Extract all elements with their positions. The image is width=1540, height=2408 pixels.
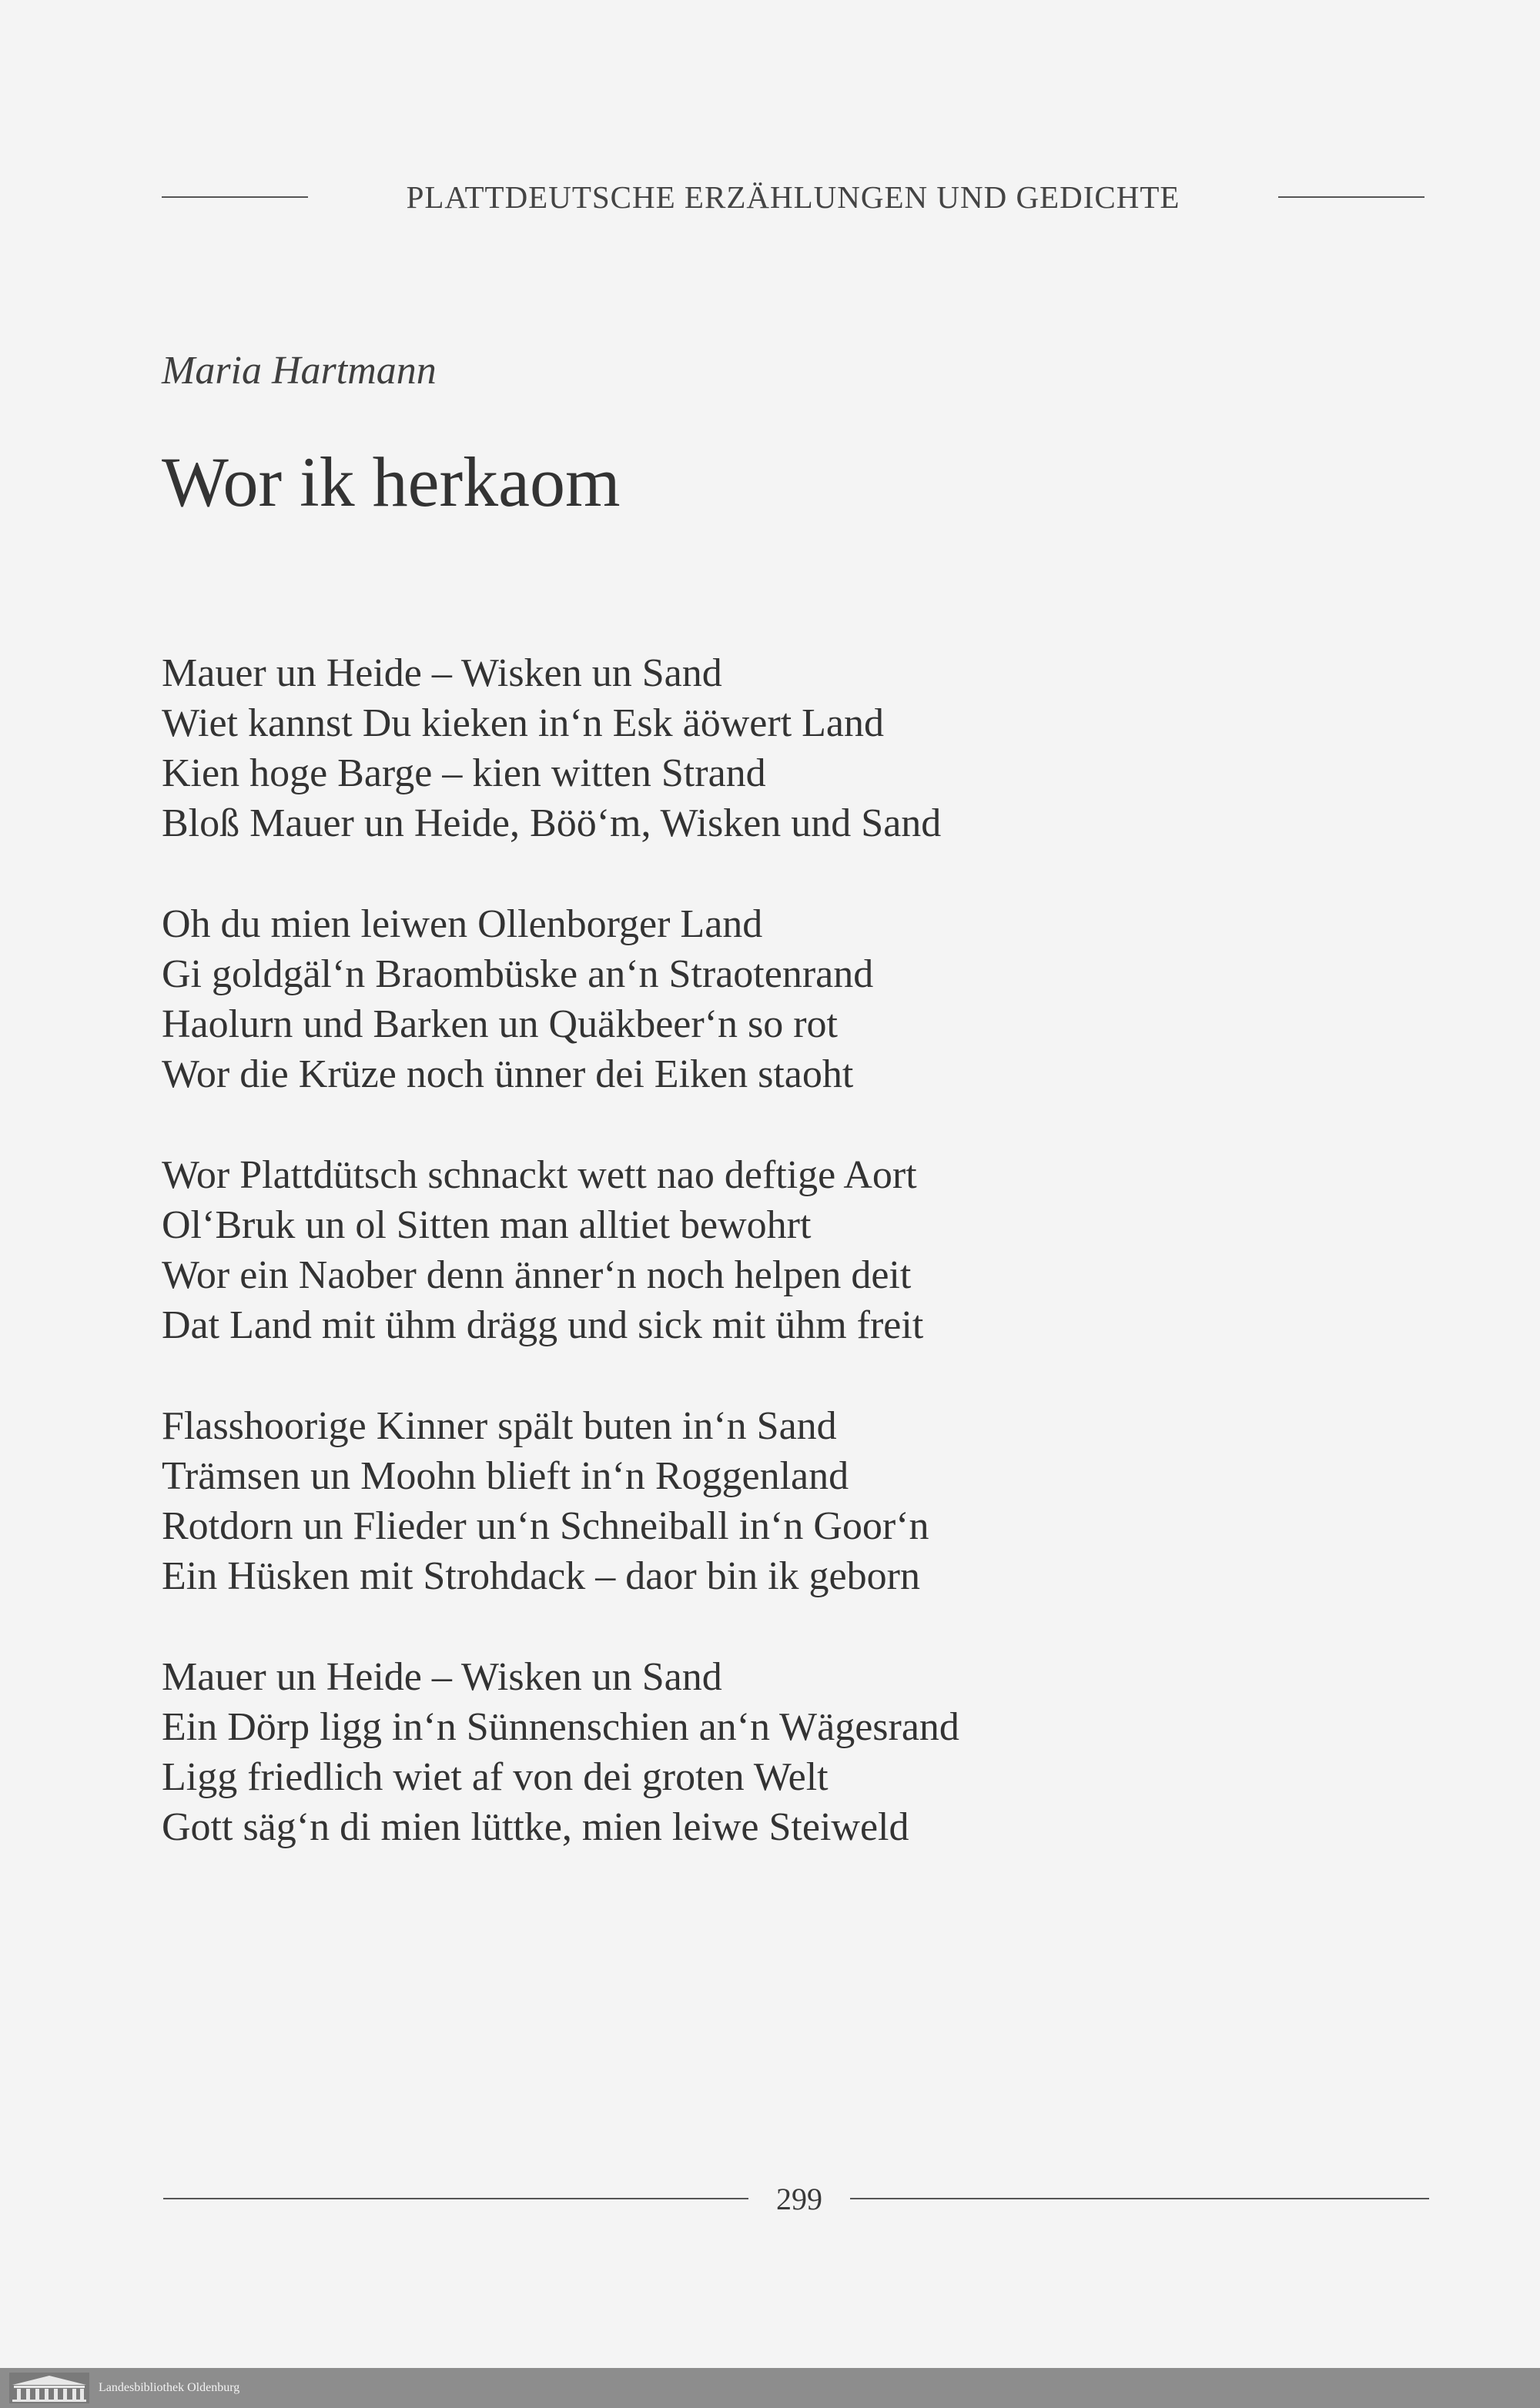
running-header <box>162 176 1424 219</box>
stanza-3 <box>162 1150 1394 1350</box>
page-footer <box>163 2176 1429 2222</box>
poem-line: Wiet kannst Du kieken in‘n Esk äöwert Land <box>162 701 884 745</box>
header-rule-left <box>162 196 308 198</box>
poem-line: Ligg friedlich wiet af von dei groten Welt <box>162 1755 829 1799</box>
stanza-2 <box>162 899 1394 1099</box>
page-number: 299 <box>776 2181 822 2216</box>
poem-line: Kien hoge Barge – kien witten Strand <box>162 751 766 795</box>
poem-line: Ein Dörp ligg in‘n Sünnenschien an‘n Wägesrand <box>162 1705 959 1749</box>
stanza-4 <box>162 1401 1394 1601</box>
library-name: Landesbibliothek Oldenburg <box>99 2381 240 2394</box>
poem-line: Wor Plattdütsch schnackt wett nao deftige Aort <box>162 1153 917 1197</box>
poem-body <box>162 648 1394 1903</box>
poem-line: Gi goldgäl‘n Braombüske an‘n Straotenrand <box>162 952 874 996</box>
running-title: PLATTDEUTSCHE ERZÄHLUNGEN UND GEDICHTE <box>406 179 1180 215</box>
poem-line: Bloß Mauer un Heide, Böö‘m, Wisken und Sand <box>162 801 942 845</box>
poem-line: Ol‘Bruk un ol Sitten man alltiet bewohrt <box>162 1203 812 1247</box>
library-building-icon <box>9 2373 89 2403</box>
poem-line: Wor die Krüze noch ünner dei Eiken staoht <box>162 1052 854 1096</box>
stanza-1 <box>162 648 1394 848</box>
poem-line: Mauer un Heide – Wisken un Sand <box>162 1655 722 1699</box>
library-bar <box>0 2368 1540 2408</box>
poem-line: Flasshoorige Kinner spält buten in‘n Sand <box>162 1404 837 1448</box>
poem-line: Oh du mien leiwen Ollenborger Land <box>162 902 763 946</box>
poem-title: Wor ik herkaom <box>162 443 621 521</box>
footer-rule-left <box>163 2198 748 2199</box>
footer-rule-right <box>850 2198 1429 2199</box>
poem-line: Mauer un Heide – Wisken un Sand <box>162 651 722 695</box>
stanza-5 <box>162 1652 1394 1852</box>
poem-line: Wor ein Naober denn änner‘n noch helpen deit <box>162 1253 912 1297</box>
poem-line: Ein Hüsken mit Strohdack – daor bin ik geborn <box>162 1554 920 1598</box>
header-rule-right <box>1278 196 1424 198</box>
author-name: Maria Hartmann <box>162 349 437 393</box>
poem-line: Dat Land mit ühm drägg und sick mit ühm freit <box>162 1303 924 1347</box>
poem-line: Gott säg‘n di mien lüttke, mien leiwe Steiweld <box>162 1805 909 1849</box>
poem-line: Haolurn und Barken un Quäkbeer‘n so rot <box>162 1002 838 1046</box>
poem-line: Rotdorn un Flieder un‘n Schneiball in‘n Goor‘n <box>162 1504 929 1548</box>
poem-line: Trämsen un Moohn blieft in‘n Roggenland <box>162 1454 849 1498</box>
